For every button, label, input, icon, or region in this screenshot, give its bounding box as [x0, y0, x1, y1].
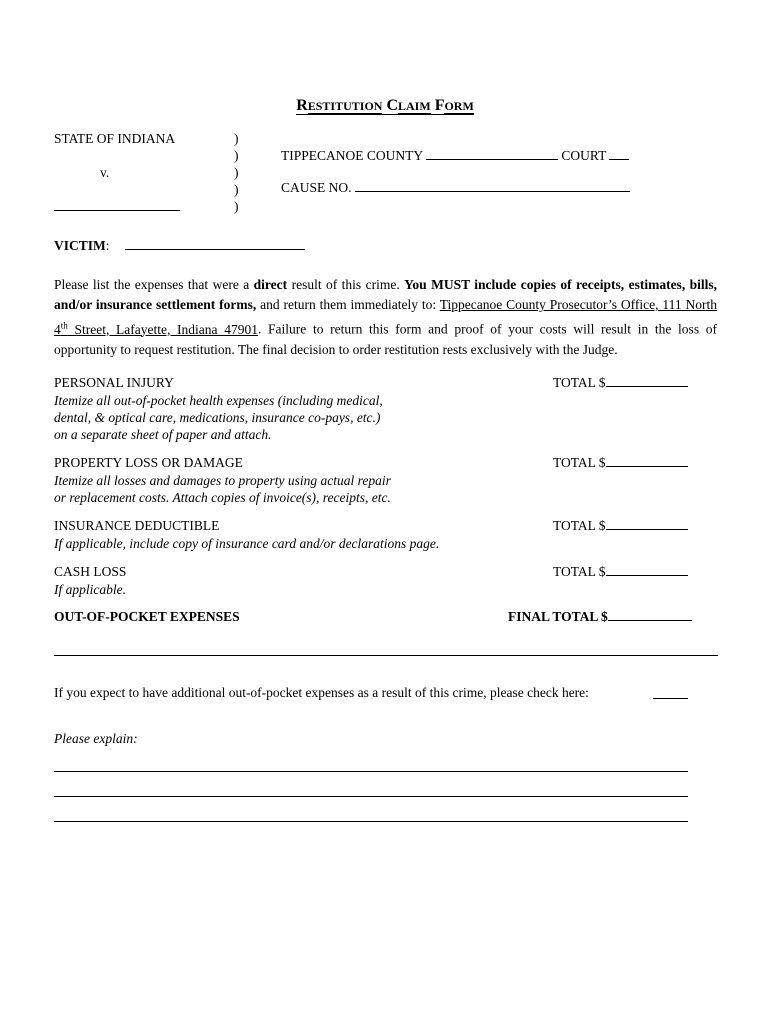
total-row: TOTAL $	[553, 564, 688, 580]
explain-label: Please explain:	[54, 731, 138, 746]
section-heading: INSURANCE DEDUCTIBLE	[54, 518, 220, 533]
instructions-paragraph: Please list the expenses that were a direct result of this crime. You MUST include copies of receipts, estimates, bills, and/or insurance settlement forms, and return them immediately to: Tippecanoe County Prosecutor’s Office, 111 North 4th Street, Lafayette, Indiana 47901. Failure to return this form and proof of your costs will result in the loss of opportunity to request restitution. The final decision to order restitution rests exclusively with the Judge.	[54, 277, 718, 357]
caption-paren: )	[234, 165, 239, 180]
caption-paren: )	[234, 148, 239, 163]
section-heading: PERSONAL INJURY	[54, 375, 174, 390]
property-loss-total-field[interactable]	[606, 465, 688, 467]
state-label: STATE OF INDIANA	[54, 131, 176, 146]
section-divider	[54, 655, 718, 656]
court-number-field[interactable]	[426, 158, 558, 160]
section-heading: CASH LOSS	[54, 564, 127, 579]
explain-line[interactable]	[54, 796, 688, 797]
additional-question: If you expect to have additional out-of-pocket expenses as a result of this crime, please check here:	[54, 685, 589, 700]
section-note: If applicable, include copy of insurance card and/or declarations page.	[54, 536, 440, 551]
caption-paren: )	[234, 199, 239, 214]
victim-row: VICTIM:	[54, 238, 305, 254]
insurance-deductible-total-field[interactable]	[606, 528, 688, 530]
versus-label: v.	[100, 165, 110, 180]
defendant-name-line[interactable]	[54, 210, 180, 211]
final-total-row: FINAL TOTAL $	[508, 609, 692, 625]
cause-number-field[interactable]	[355, 190, 630, 192]
section-note: Itemize all losses and damages to property using actual repair	[54, 473, 391, 488]
prosecutor-address: Tippecanoe County Prosecutor’s Office, 111 North 4th Street, Lafayette, Indiana 47901	[54, 297, 717, 337]
total-row: TOTAL $	[553, 518, 688, 534]
additional-checkbox-line[interactable]	[653, 698, 688, 699]
county-court-row	[281, 148, 629, 164]
section-note: or replacement costs. Attach copies of invoice(s), receipts, etc.	[54, 490, 391, 505]
county-label: TIPPECANOE COUNTY	[281, 148, 423, 163]
section-note: on a separate sheet of paper and attach.	[54, 427, 272, 442]
form-title: RESTITUTION CLAIM FORM	[296, 97, 474, 114]
explain-line[interactable]	[54, 771, 688, 772]
cause-label: CAUSE NO.	[281, 180, 352, 195]
court-type-field[interactable]	[609, 158, 629, 160]
section-note: Itemize all out-of-pocket health expenses (including medical,	[54, 393, 383, 408]
explain-line[interactable]	[54, 821, 688, 822]
personal-injury-total-field[interactable]	[606, 385, 688, 387]
court-label: COURT	[561, 148, 607, 163]
out-of-pocket-label: OUT-OF-POCKET EXPENSES	[54, 609, 240, 624]
caption-paren: )	[234, 182, 239, 197]
victim-name-field[interactable]	[125, 248, 305, 250]
caption-paren: )	[234, 131, 239, 146]
section-heading: PROPERTY LOSS OR DAMAGE	[54, 455, 243, 470]
cause-row	[281, 180, 630, 196]
cash-loss-total-field[interactable]	[606, 574, 688, 576]
victim-label: VICTIM	[54, 238, 106, 253]
section-note: dental, & optical care, medications, insurance co-pays, etc.)	[54, 410, 381, 425]
total-row: TOTAL $	[553, 455, 688, 471]
final-total-field[interactable]	[608, 619, 692, 621]
section-note: If applicable.	[54, 582, 126, 597]
total-row: TOTAL $	[553, 375, 688, 391]
